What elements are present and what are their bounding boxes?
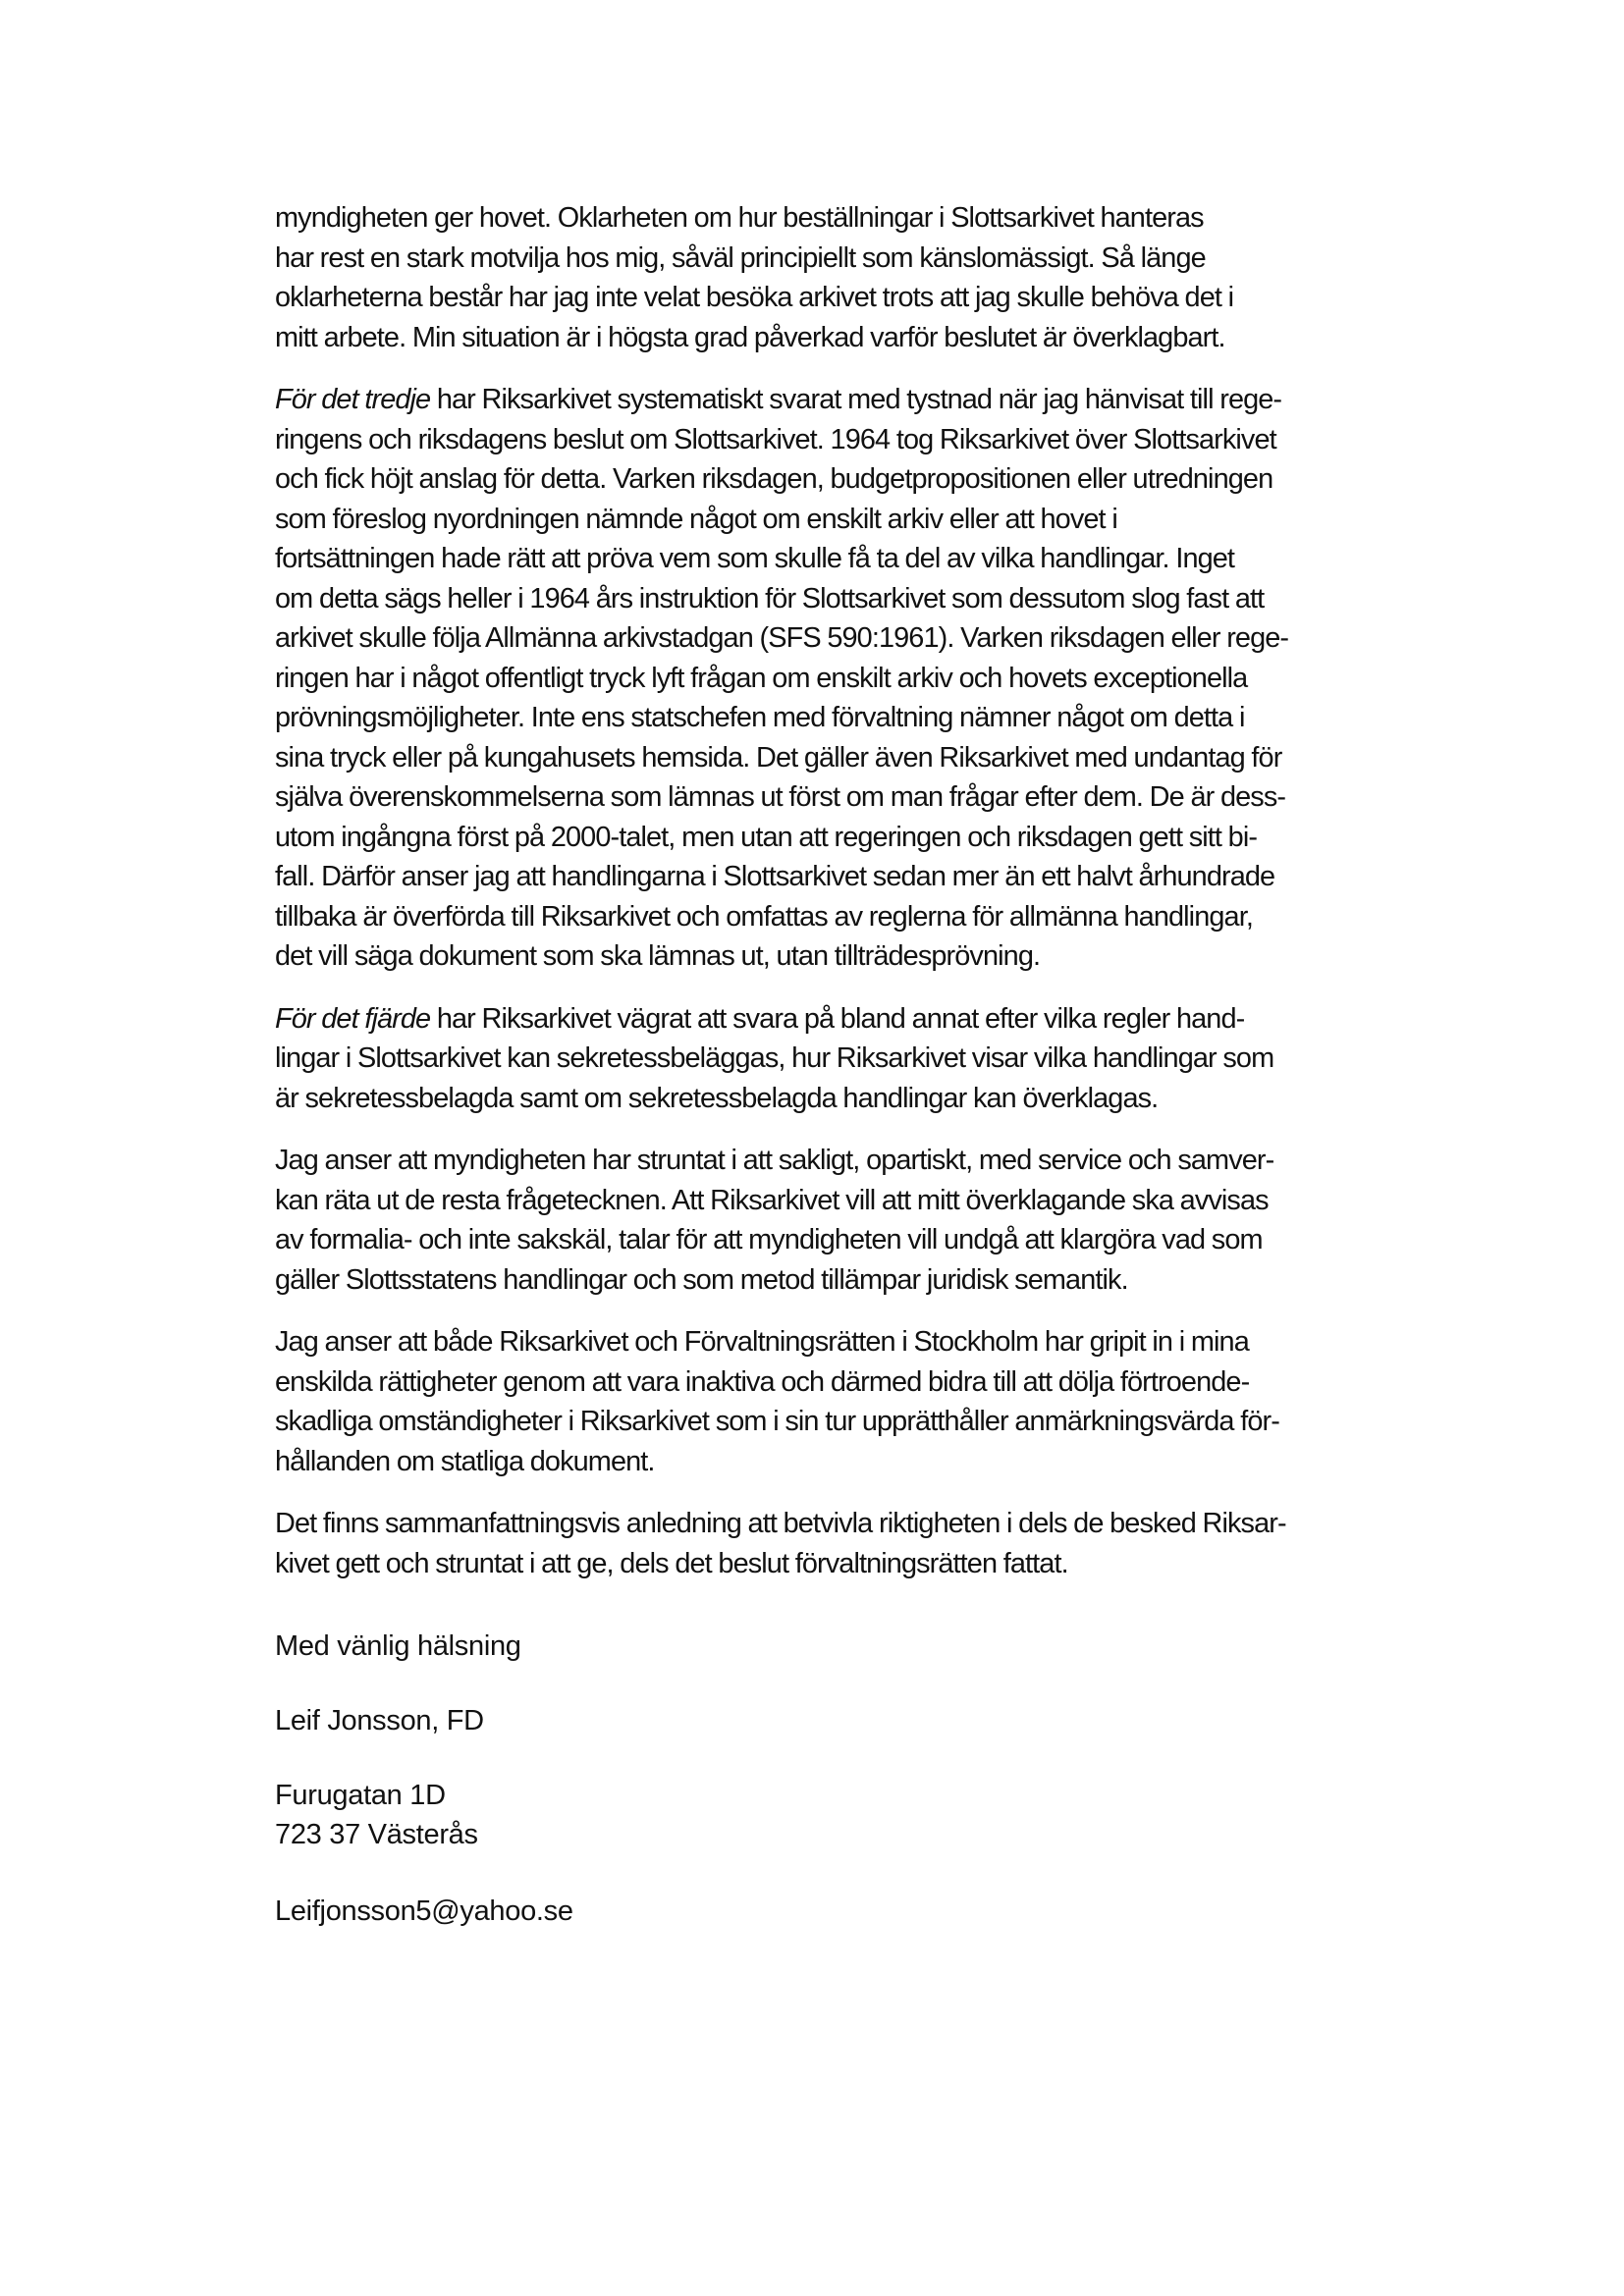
text-line: arkivet skulle följa Allmänna arkivstadgan (SFS 590:1961). Varken riksdagen eller rege-: [275, 622, 1289, 654]
text-line: lingar i Slottsarkivet kan sekretessbeläggas, hur Riksarkivet visar vilka handlingar som: [275, 1042, 1274, 1074]
text-line-rest: har Riksarkivet vägrat att svara på bland annat efter vilka regler hand-: [430, 1002, 1245, 1035]
text-line: Det finns sammanfattningsvis anledning att betvivla riktigheten i dels de besked Riksar-: [275, 1508, 1286, 1539]
paragraph-fourth-point: [275, 999, 1453, 1119]
text-line: om detta sägs heller i 1964 års instruktion för Slottsarkivet som dessutom slog fast att: [275, 582, 1265, 614]
paragraph-third-point: [275, 380, 1453, 977]
text-line: kan räta ut de resta frågetecknen. Att Riksarkivet vill att mitt överklagande ska avvisas: [275, 1184, 1269, 1216]
letter-body: [275, 198, 1453, 1606]
sender-email: Leifjonsson5@yahoo.se: [275, 1896, 573, 1927]
text-line: Jag anser att myndigheten har struntat i att sakligt, opartiskt, med service och samver-: [275, 1145, 1274, 1176]
text-line: Jag anser att både Riksarkivet och Förvaltningsrätten i Stockholm har gripit in i mina: [275, 1326, 1249, 1358]
paragraph-authority-criticism: [275, 1141, 1453, 1300]
text-line: fall. Därför anser jag att handlingarna i Slottsarkivet sedan mer än ett halvt århundrade: [275, 861, 1275, 892]
text-line: myndigheten ger hovet. Oklarheten om hur beställningar i Slottsarkivet hanteras: [275, 202, 1204, 234]
text-line: kivet gett och struntat i att ge, dels det beslut förvaltningsrätten fattat.: [275, 1547, 1068, 1579]
text-line: mitt arbete. Min situation är i högsta grad påverkad varför beslutet är överklagbart.: [275, 321, 1225, 353]
sender-street-address: Furugatan 1D: [275, 1780, 446, 1811]
letter-signature-block: [275, 1627, 573, 1931]
text-line: skadliga omständigheter i Riksarkivet som i sin tur upprätthåller anmärkningsvärda för-: [275, 1406, 1279, 1437]
italic-lead: För det tredje: [275, 384, 431, 415]
text-line: det vill säga dokument som ska lämnas ut, utan tillträdesprövning.: [275, 940, 1041, 972]
closing-greeting: Med vänlig hälsning: [275, 1630, 521, 1662]
sender-name: Leif Jonsson, FD: [275, 1705, 484, 1736]
text-line: sina tryck eller på kungahusets hemsida. Det gäller även Riksarkivet med undantag för: [275, 741, 1282, 774]
text-line: [275, 999, 1448, 1040]
text-line: tillbaka är överförda till Riksarkivet och omfattas av reglerna för allmänna handlingar,: [275, 900, 1253, 933]
paragraph-rights-infringement: [275, 1322, 1453, 1481]
text-line: prövningsmöjligheter. Inte ens statschefen med förvaltning nämner något om detta i: [275, 702, 1245, 733]
paragraph-summary: [275, 1504, 1453, 1583]
text-line: har rest en stark motvilja hos mig, såväl principiellt som känslomässigt. Så länge: [275, 241, 1206, 274]
text-line: är sekretessbelagda samt om sekretessbelagda handlingar kan överklagas.: [275, 1082, 1159, 1114]
paragraph-intro-continuation: [275, 198, 1453, 357]
text-line: gäller Slottsstatens handlingar och som metod tillämpar juridisk semantik.: [275, 1263, 1128, 1296]
text-line: fortsättningen hade rätt att pröva vem som skulle få ta del av vilka handlingar. Inget: [275, 543, 1235, 574]
text-line: av formalia- och inte sakskäl, talar för att myndigheten vill undgå att klargöra vad som: [275, 1224, 1263, 1255]
text-line-rest: har Riksarkivet systematiskt svarat med tystnad när jag hänvisat till rege-: [430, 384, 1282, 415]
text-line: [275, 380, 1448, 420]
text-line: ringen har i något offentligt tryck lyft frågan om enskilt arkiv och hovets exceptionella: [275, 662, 1248, 694]
text-line: och fick höjt anslag för detta. Varken riksdagen, budgetpropositionen eller utredningen: [275, 463, 1273, 495]
text-line: ringens och riksdagens beslut om Slottsarkivet. 1964 tog Riksarkivet över Slottsarkivet: [275, 423, 1276, 455]
text-line: enskilda rättigheter genom att vara inaktiva och därmed bidra till att dölja förtroende-: [275, 1365, 1250, 1398]
text-line: utom ingångna först på 2000-talet, men utan att regeringen och riksdagen gett sitt bi-: [275, 821, 1258, 853]
text-line: hållanden om statliga dokument.: [275, 1445, 655, 1477]
text-line: själva överenskommelserna som lämnas ut först om man frågar efter dem. De är dess-: [275, 781, 1286, 813]
text-line: som föreslog nyordningen nämnde något om enskilt arkiv eller att hovet i: [275, 503, 1117, 535]
text-line: oklarheterna består har jag inte velat besöka arkivet trots att jag skulle behöva det i: [275, 282, 1234, 313]
sender-postal-city: 723 37 Västerås: [275, 1819, 478, 1850]
italic-lead: För det fjärde: [275, 1002, 431, 1035]
